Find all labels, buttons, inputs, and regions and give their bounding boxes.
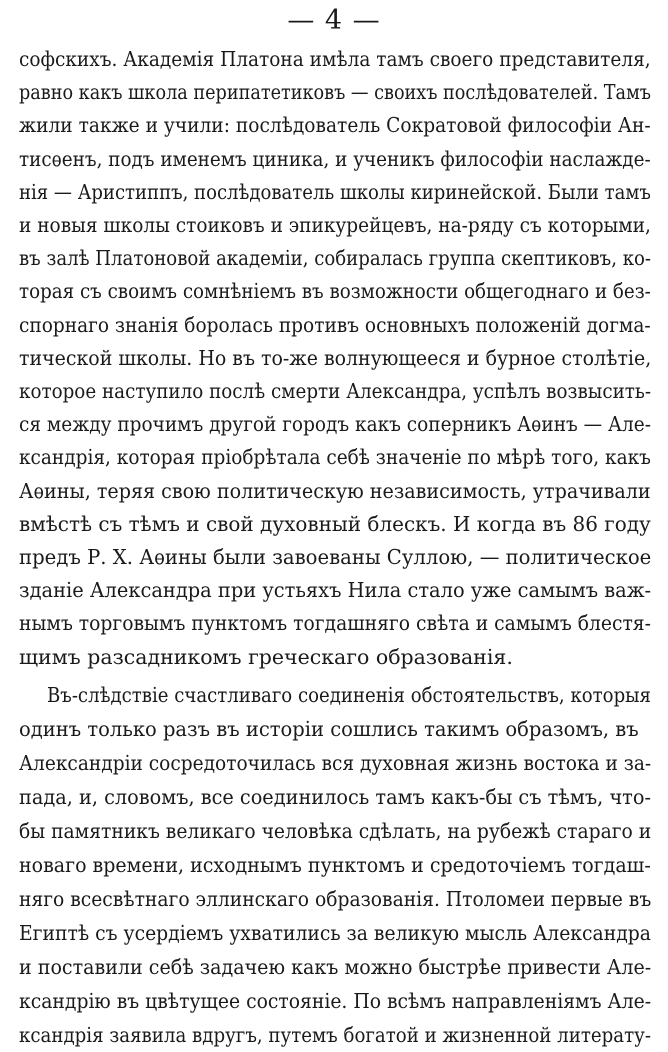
text-line: ся между прочимъ другой городъ какъ соперникъ Аѳинъ — Але-: [19, 412, 651, 437]
text-line: софскихъ. Академія Платона имѣла тамъ своего представителя,: [19, 47, 651, 71]
text-line: нымъ торговымъ пунктомъ тогдашняго свѣта и самымъ блестя-: [19, 611, 651, 636]
text-line: тической школы. Но въ то-же волнующееся и бурное столѣтіе,: [19, 345, 652, 370]
text-line: и новыя школы стоиковъ и эпикурейцевъ, на-ряду съ которыми,: [19, 213, 651, 237]
text-line: новаго времени, исходнымъ пунктомъ и средоточіемъ тогдаш-: [19, 853, 651, 877]
page-number: — 4 —: [287, 5, 381, 36]
text-line: въ залѣ Платоновой академіи, собиралась группа скептиковъ, ко-: [19, 246, 652, 271]
text-line: Египтѣ съ усердіемъ ухватились за великую мысль Александра: [19, 921, 651, 945]
text-line: бы памятникъ великаго человѣка сдѣлать, на рубежѣ стараго и: [19, 819, 652, 843]
text-line: ксандрія, которая пріобрѣтала себѣ значеніе по мѣрѣ того, какъ: [19, 445, 651, 470]
text-line: предъ Р. Х. Аѳины были завоеваны Суллою, — политическое: [19, 545, 652, 569]
text-line: нія — Аристиппъ, послѣдователь школы киринейской. Были тамъ: [19, 179, 651, 204]
text-line: Аѳины, теряя свою политическую независимость, утрачивали: [19, 478, 651, 503]
text-line: ксандрію въ цвѣтущее состояніе. По всѣмъ направленіямъ Але-: [19, 989, 652, 1013]
text-line: вмѣстѣ съ тѣмъ и свой духовный блескъ. И когда въ 86 году: [19, 511, 651, 536]
text-line: торая съ своимъ сомнѣніемъ въ возможности общегоднаго и без-: [19, 279, 651, 304]
text-line: равно какъ школа перипатетиковъ — своихъ послѣдователей. Тамъ: [19, 80, 651, 105]
text-line: ксандрія заявила вдругъ, путемъ богатой и жизненной литерату-: [19, 1023, 651, 1047]
text-line: которое наступило послѣ смерти Александра, успѣлъ возвысить-: [19, 379, 652, 403]
text-line: и поставили себѣ задачею какъ можно быстрѣе привести Але-: [19, 955, 652, 979]
text-line: зданіе Александра при устьяхъ Нила стало уже самымъ важ-: [19, 578, 652, 603]
text-line: одинъ только разъ въ исторіи сошлись такимъ образомъ, въ: [19, 717, 639, 741]
text-line: жили также и учили: послѣдователь Сократовой философіи Ан-: [19, 113, 651, 138]
text-line: щимъ разсадникомъ греческаго образованія.: [19, 645, 513, 669]
text-line: пада, и, словомъ, все соединилось тамъ какъ-бы съ тѣмъ, что-: [19, 785, 651, 809]
text-line: Александріи сосредоточилась вся духовная жизнь востока и за-: [19, 751, 652, 775]
text-line: няго всесвѣтнаго эллинскаго образованія. Птоломеи первые въ: [19, 887, 652, 911]
text-line: тисѳенъ, подъ именемъ циника, и ученикъ философіи наслажде-: [19, 146, 651, 171]
text-line: Въ-слѣдствіе счастливаго соединенія обстоятельствъ, которыя: [47, 683, 651, 707]
text-line: спорнаго знанія боролась противъ основныхъ положеній догма-: [19, 312, 651, 337]
